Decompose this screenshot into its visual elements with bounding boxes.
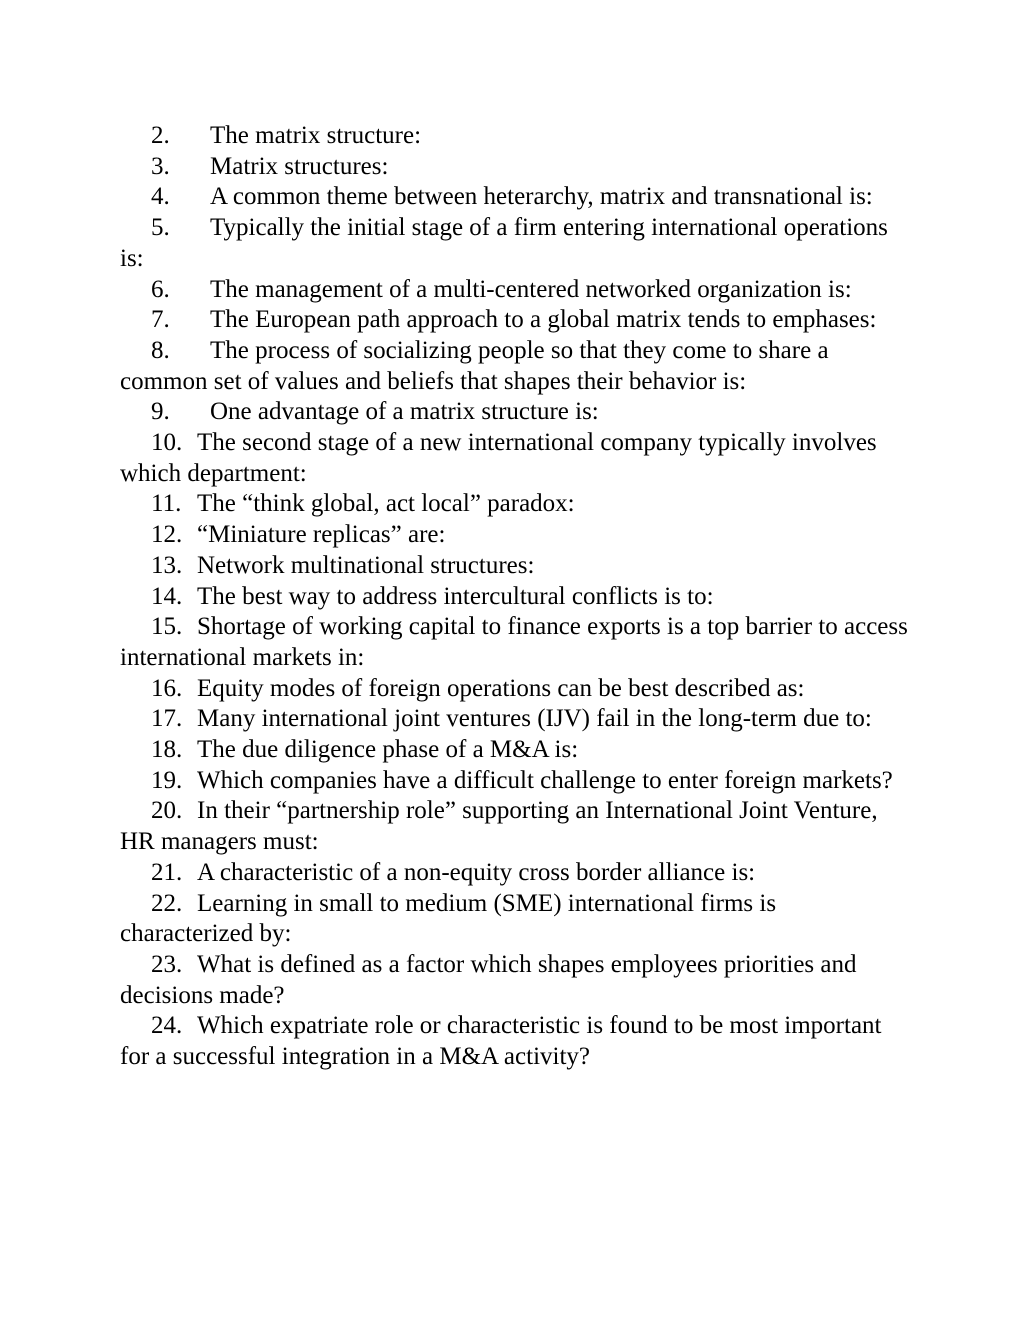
- list-item: [120, 612, 910, 673]
- list-item: [120, 397, 910, 428]
- question-text: The second stage of a new international company typically involves which department:: [120, 429, 877, 487]
- question-number: 20.: [151, 797, 183, 825]
- question-text: Matrix structures:: [210, 152, 389, 180]
- list-item: [120, 305, 910, 336]
- question-text: What is defined as a factor which shapes employees priorities and decisions made?: [120, 950, 857, 1009]
- question-text: Learning in small to medium (SME) international firms is characterized by:: [120, 889, 777, 948]
- list-item: [120, 704, 910, 735]
- question-text: Which expatriate role or characteristic is found to be most important for a successful integration in a M&A activity?: [120, 1012, 882, 1071]
- list-item: [120, 796, 910, 857]
- list-item: [120, 121, 910, 152]
- question-number: 9.: [151, 398, 170, 426]
- question-text: Typically the initial stage of a firm entering international operations is:: [120, 214, 888, 272]
- list-item: [120, 213, 910, 274]
- list-item: [120, 551, 910, 582]
- question-number: 12.: [151, 521, 183, 549]
- question-text: A characteristic of a non-equity cross border alliance is:: [197, 858, 756, 886]
- question-text: In their “partnership role” supporting an International Joint Venture, HR managers must:: [120, 797, 878, 856]
- question-number: 23.: [151, 950, 183, 978]
- list-item: [120, 489, 910, 520]
- question-number: 11.: [151, 490, 182, 518]
- question-number: 7.: [151, 306, 170, 334]
- list-item: [120, 152, 910, 183]
- question-text: Network multinational structures:: [197, 551, 535, 579]
- list-item: [120, 858, 910, 889]
- question-number: 18.: [151, 736, 183, 764]
- list-item: [120, 735, 910, 766]
- list-item: [120, 889, 910, 950]
- question-text: The best way to address intercultural conflicts is to:: [197, 582, 714, 610]
- question-number: 14.: [151, 582, 183, 610]
- question-text: The “think global, act local” paradox:: [197, 490, 575, 518]
- question-number: 17.: [151, 705, 183, 733]
- list-item: [120, 182, 910, 213]
- question-text: Shortage of working capital to finance exports is a top barrier to access international markets in:: [120, 613, 908, 671]
- list-item: [120, 1011, 910, 1072]
- question-number: 4.: [151, 183, 170, 211]
- list-item: [120, 766, 910, 797]
- question-text: A common theme between heterarchy, matrix and transnational is:: [210, 183, 873, 211]
- list-item: [120, 950, 910, 1011]
- list-item: [120, 674, 910, 705]
- list-item: [120, 428, 910, 489]
- question-number: 13.: [151, 551, 183, 579]
- question-text: The management of a multi-centered networked organization is:: [210, 275, 852, 303]
- question-number: 8.: [151, 336, 170, 364]
- question-text: The European path approach to a global matrix tends to emphases:: [210, 306, 877, 334]
- question-text: The matrix structure:: [210, 122, 422, 149]
- question-number: 6.: [151, 275, 170, 303]
- question-number: 16.: [151, 674, 183, 702]
- question-text: Which companies have a difficult challenge to enter foreign markets?: [197, 766, 893, 794]
- question-number: 22.: [151, 889, 183, 917]
- question-text: Many international joint ventures (IJV) fail in the long-term due to:: [197, 705, 872, 733]
- question-text: “Miniature replicas” are:: [197, 521, 446, 549]
- question-number: 15.: [151, 613, 183, 641]
- list-item: [120, 275, 910, 306]
- question-number: 2.: [151, 122, 170, 149]
- list-item: [120, 520, 910, 551]
- question-number: 24.: [151, 1012, 183, 1040]
- question-number: 3.: [151, 152, 170, 180]
- question-text: The due diligence phase of a M&A is:: [197, 736, 579, 764]
- question-text: One advantage of a matrix structure is:: [210, 398, 599, 426]
- list-item: [120, 582, 910, 613]
- question-number: 5.: [151, 214, 170, 242]
- list-item: [120, 336, 910, 397]
- question-number: 19.: [151, 766, 183, 794]
- question-number: 21.: [151, 858, 183, 886]
- question-text: Equity modes of foreign operations can be best described as:: [197, 674, 805, 702]
- question-list: [120, 121, 910, 1073]
- question-number: 10.: [151, 429, 183, 457]
- question-text: The process of socializing people so that they come to share a common set of values and beliefs that shapes their behavior is:: [120, 336, 829, 395]
